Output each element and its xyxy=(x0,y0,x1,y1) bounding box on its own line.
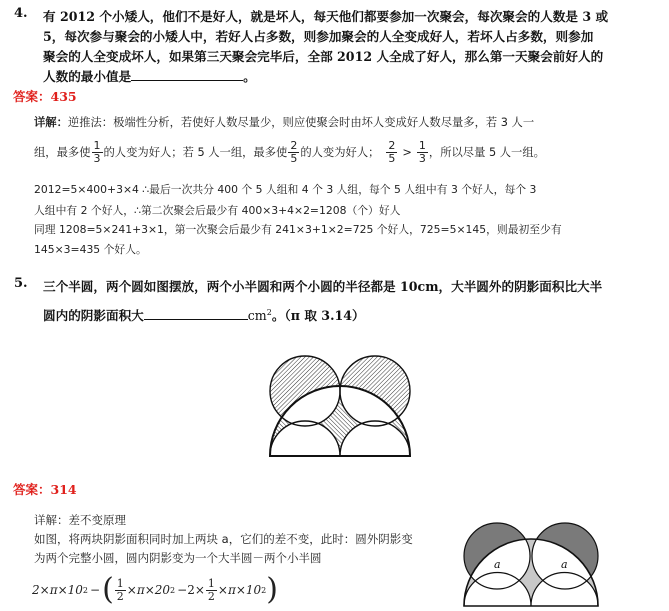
q4-explanation-line-4: 人组中有 2 个好人，∴第二次聚会后最少有 400×3+4×2=1208（个）好人 xyxy=(34,204,401,217)
q5-line-2-tail: 。（π 取 3.14） xyxy=(271,308,365,323)
fraction-one-third-compare: $\frac{1}{3}$ xyxy=(418,138,426,165)
q4-line-1: 有 2012 个小矮人，他们不是好人，就是坏人，每天他们都要参加一次聚会，每次聚会的人数是 3 或 xyxy=(43,9,609,24)
q5-answer-label: 答案： xyxy=(13,482,51,497)
fraction-two-fifths: $\frac{2}{5}$ xyxy=(290,138,298,165)
q4-explanation-line-1 xyxy=(34,114,534,130)
formula-half-1: $\frac{1}{2}$ xyxy=(116,576,124,603)
q4-explanation-title: 详解： xyxy=(34,116,68,129)
q5-explanation-line-2: 如图，将两块阴影面积同时加上两块 a，它们的差不变，此时：圆外阴影变 xyxy=(34,532,413,546)
q5-explanation-line-1: 详解：差不变原理 xyxy=(34,513,126,527)
q4-number: 4. xyxy=(14,6,28,21)
formula-exp-1: 2 xyxy=(82,585,88,595)
q4-answer-label: 答案： xyxy=(13,89,51,104)
formula-exp-2: 2 xyxy=(170,585,176,595)
q4-explanation-text-2b: 的人变为好人；若 5 人一组，最多使 xyxy=(103,146,288,159)
q5-line-1: 三个半圆，两个圆如图摆放，两个小半圆和两个小圆的半径都是 10cm，大半圆外的阴影面积比大半 xyxy=(43,279,603,294)
formula-half-2: $\frac{1}{2}$ xyxy=(207,576,215,603)
formula-exp-3: 2 xyxy=(261,585,267,595)
q4-explanation-text-2d: ，所以尽量 5 人一组。 xyxy=(428,146,545,159)
fraction-one-third: $\frac{1}{3}$ xyxy=(93,138,101,165)
q4-end-punct: 。 xyxy=(243,69,256,84)
q5-line-2-text: 圆内的阴影面积大 xyxy=(43,308,144,323)
region-label-right: a xyxy=(561,558,568,571)
formula-term-4: ×π×10 xyxy=(217,583,262,597)
q5-unit-exponent: 2 xyxy=(266,307,272,317)
q5-formula xyxy=(32,572,278,608)
q4-answer xyxy=(13,87,77,105)
q5-answer-value: 314 xyxy=(50,482,77,497)
q4-line-2: 5，每次参与聚会的小矮人中，若好人占多数，则参加聚会的人全变成好人，若坏人占多数，则参加 xyxy=(43,29,594,44)
q4-explanation-line-6: 145×3=435 个好人。 xyxy=(34,243,147,256)
q5-answer-blank xyxy=(144,306,248,320)
q5-number: 5. xyxy=(14,276,28,291)
formula-term-3: −2× xyxy=(177,583,205,597)
fraction-two-fifths-compare: $\frac{2}{5}$ xyxy=(388,138,396,165)
q4-answer-blank xyxy=(131,67,243,81)
formula-minus: − xyxy=(90,583,101,597)
q5-line-2 xyxy=(43,305,365,324)
q4-explanation-text-2a: 组，最多使 xyxy=(34,146,91,159)
q4-line-4-text: 人数的最小值是 xyxy=(43,69,132,84)
q4-answer-value: 435 xyxy=(50,89,77,104)
formula-term-2: ×π×20 xyxy=(126,583,171,597)
q4-explanation-line-5: 同理 1208=5×241+3×1，第一次聚会后最少有 241×3+1×2=725 个好人，725=5×145，则最初至少有 xyxy=(34,223,562,236)
q5-unit: cm xyxy=(247,308,267,323)
open-paren: ( xyxy=(102,572,114,607)
close-paren: ) xyxy=(266,572,278,607)
q4-explanation-text-1: 逆推法：极端性分析，若使好人数尽量少，则应使聚会时由坏人变成好人数尽量多，若 3 人一 xyxy=(67,116,535,129)
q5-explanation-line-3: 为两个完整小圆，圆内阴影变为一个大半圆－两个小半圆 xyxy=(34,551,322,565)
q4-line-4 xyxy=(43,66,256,85)
q5-explanation-figure xyxy=(460,522,602,608)
q5-figure xyxy=(265,350,415,462)
q4-explanation-line-3: 2012=5×400+3×4 ∴最后一次共分 400 个 5 人组和 4 个 3 人组，每个 5 人组中有 3 个好人，每个 3 xyxy=(34,183,537,196)
q4-line-3: 聚会的人全变成坏人，如果第三天聚会完毕后，全部 2012 人全成了好人，那么第一天聚会前好人的 xyxy=(43,49,604,64)
greater-than-sign: > xyxy=(402,145,412,159)
q5-answer xyxy=(13,480,77,498)
q4-explanation-line-2 xyxy=(34,136,545,168)
region-label-left: a xyxy=(494,558,501,571)
formula-term-1: 2×π×10 xyxy=(32,583,83,597)
q4-explanation-text-2c: 的人变为好人； xyxy=(300,146,380,159)
